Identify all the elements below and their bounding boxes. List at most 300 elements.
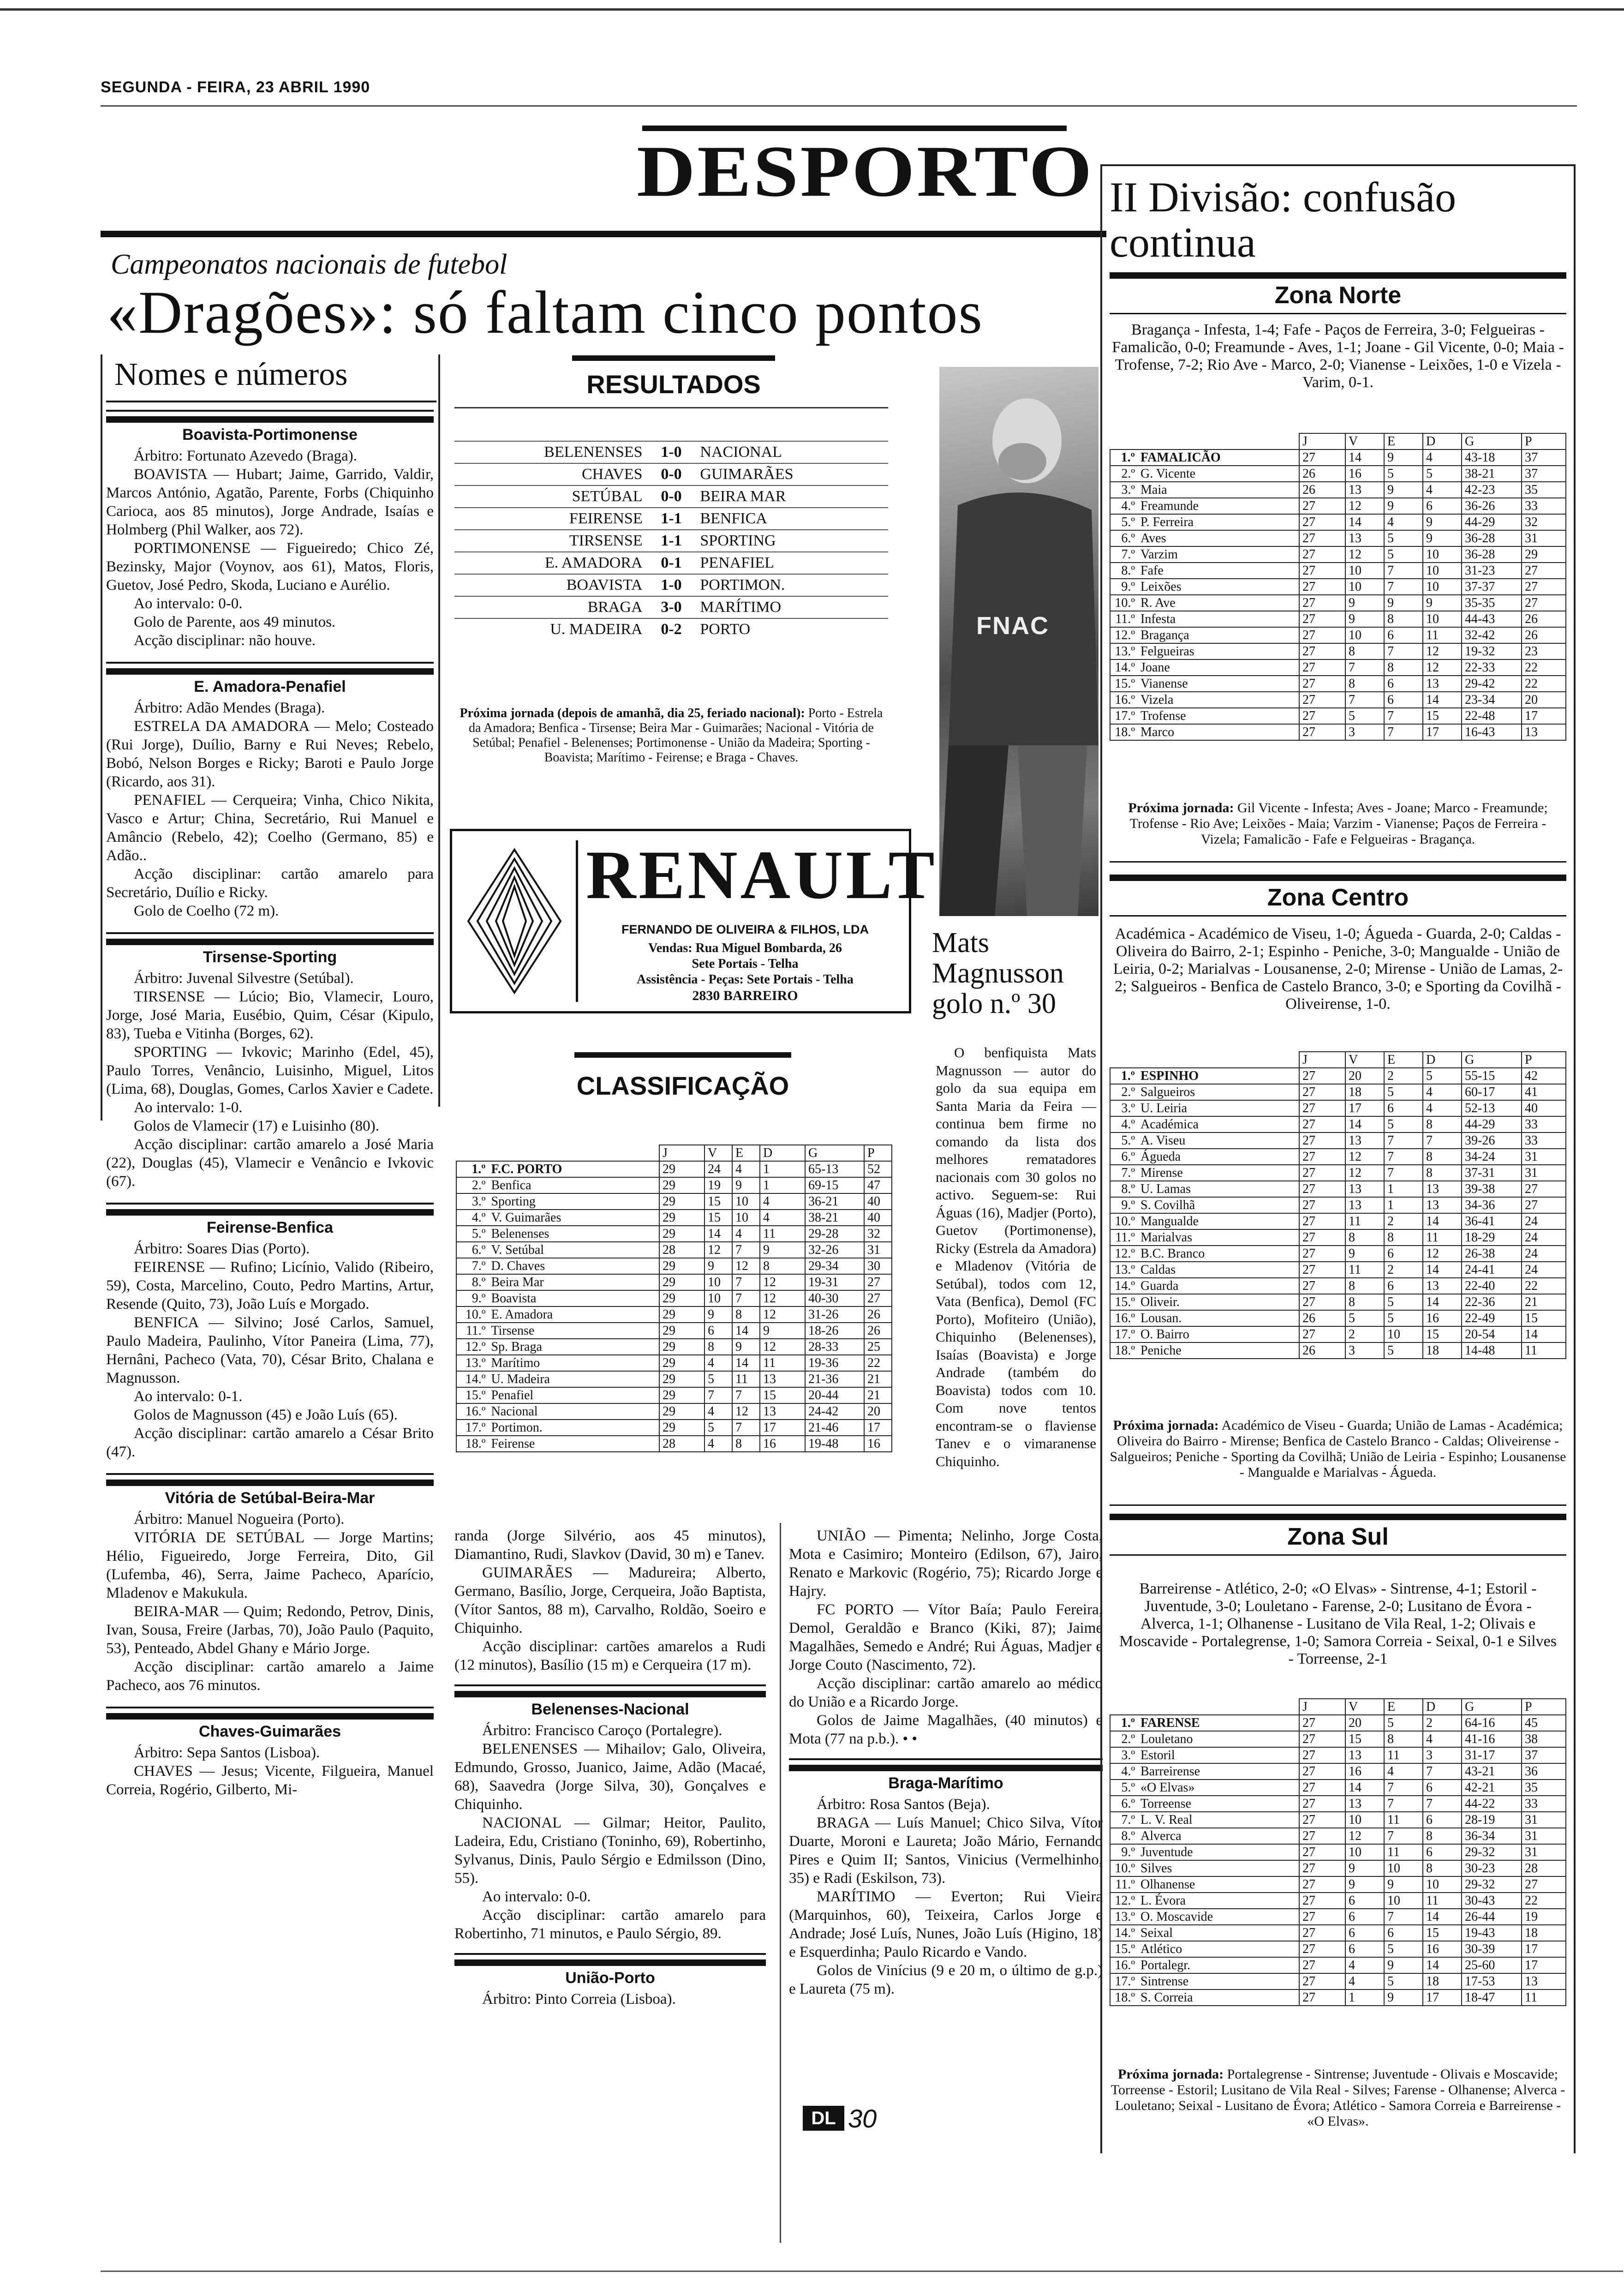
position: 9.º (1110, 1844, 1138, 1860)
zona-norte-results: Bragança - Infesta, 1-4; Fafe - Paços de Ferreira, 3-0; Felgueiras - Famalicão, 0-0; Freamunde - Aves, 1-1; Joane - Gil Vicente, 0-0; Maia - Trofense, 7-2; Rio Ave - Marco, 2-0; Vianense - Leixões, 1-0 e Vizela - Varim, 0-1. (1112, 321, 1564, 391)
stat-cell: 33 (1522, 1116, 1566, 1133)
stat-cell: 29-32 (1462, 1844, 1522, 1860)
stat-cell: 27 (1299, 579, 1345, 595)
stat-cell: 31-23 (1462, 563, 1522, 579)
stat-cell: 27 (1299, 1796, 1345, 1812)
home-team: E. AMADORA (454, 552, 645, 574)
stat-cell: 30-39 (1462, 1941, 1522, 1957)
standings-row (1110, 449, 1566, 466)
team-name: A. Viseu (1138, 1133, 1299, 1149)
stat-cell: 29 (659, 1387, 705, 1403)
team-name: Mangualde (1138, 1213, 1299, 1229)
stat-cell: 3 (1423, 1747, 1462, 1763)
stat-cell: 29 (1522, 546, 1566, 563)
stat-cell: 12 (1345, 1165, 1384, 1181)
team-name: Guarda (1138, 1278, 1299, 1294)
column-header: J (1299, 1699, 1345, 1715)
position: 7.º (1110, 1812, 1138, 1828)
stat-cell: 4 (1423, 1100, 1462, 1116)
stat-cell: 4 (760, 1210, 805, 1226)
standings-row (1110, 692, 1566, 708)
stat-cell: 69-15 (805, 1177, 864, 1193)
team-name: Atlético (1138, 1941, 1299, 1957)
stat-cell: 27 (1299, 1893, 1345, 1909)
team-name: Penafiel (488, 1387, 659, 1403)
column-header: J (1299, 433, 1345, 449)
game-line: Árbitro: Pinto Correia (Lisboa). (482, 1991, 676, 2007)
position: 18.º (1110, 1989, 1138, 2006)
zona-centro-results: Académica - Académico de Viseu, 1-0; Águeda - Guarda, 2-0; Caldas - Oliveira do Bairro, 2-1; Espinho - Peniche, 3-0; Mangualde - União de Leiria, 0-2; Marialvas - Lousanense, 2-0; Mirense - União de Lamas, 2-2; Salgueiros - Benfica de Castelo Branco, 3-0; e Sporting da Covilhã - Oliveirense, 1-0. (1113, 925, 1563, 1013)
stat-cell: 29 (659, 1161, 705, 1177)
game-line: FEIRENSE — Rufino; Licínio, Valido (Ribeiro, 59), Costa, Marcelino, Couto, Pedro Martins, Artur, Resende (Quito, 73), João Luís e Morgado. (106, 1259, 434, 1312)
standings-row (456, 1420, 892, 1436)
stat-cell: 27 (1299, 1715, 1345, 1731)
team-name: R. Ave (1138, 595, 1299, 611)
stat-cell: 7 (1384, 563, 1423, 579)
next-label: Próxima jornada: (1118, 2067, 1224, 2082)
stat-cell: 24-42 (805, 1403, 864, 1420)
position: 14.º (1110, 1278, 1138, 1294)
game-line: Acção disciplinar: cartão amarelo ao médico do União e a Ricardo Jorge. (789, 1675, 1103, 1710)
stat-cell: 7 (1384, 708, 1423, 724)
team-name: Sporting (488, 1193, 659, 1210)
stat-cell: 7 (1384, 1165, 1423, 1181)
stat-cell: 17 (760, 1420, 805, 1436)
stat-cell: 14 (1345, 1116, 1384, 1133)
position: 1.º (1110, 1715, 1138, 1731)
stat-cell: 27 (1299, 611, 1345, 627)
standings-row (1110, 1828, 1566, 1844)
stat-cell: 12 (760, 1306, 805, 1323)
stat-cell: 10 (705, 1274, 732, 1290)
standings-row (1110, 1181, 1566, 1197)
stat-cell: 12 (1345, 546, 1384, 563)
stat-cell: 14 (705, 1226, 732, 1242)
stat-cell: 29 (659, 1258, 705, 1274)
zona-norte-next (1110, 800, 1566, 847)
stat-cell: 6 (1345, 1893, 1384, 1909)
game-line: randa (Jorge Silvério, aos 45 minutos), Diamantino, Rudi, Slavkov (David, 30 m) e Tanev. (454, 1528, 766, 1563)
team-name: Joane (1138, 659, 1299, 676)
position: 7.º (1110, 546, 1138, 563)
standings-row (456, 1436, 892, 1452)
magnusson-text: O benfiquista Mats Magnusson — autor do golo da sua equipa em Santa Maria da Feira — continua bem firme no comando da lista dos melhores rematadores nacionais com 30 golos no activo. Seguem-se: Rui Águas (16), Madjer (Porto), Guetov (Portimonense), Ricky (Estrela da Amadora) e Mladenov (Vitória de Setúbal), todos com 12, Vata (Benfica), Demol (FC Porto), Mofiteiro (União), Chiquinho (Belenenses), Isaías (Boavista) e Jorge Andrade (também do Boavista) todos com 10. Com nove tentos encontram-se o flaviense Tanev e o vimaranense Chiquinho. (936, 1044, 1096, 1469)
position: 4.º (1110, 498, 1138, 514)
header-blank (1110, 433, 1299, 449)
stat-cell: 6 (1423, 498, 1462, 514)
game-line: Ao intervalo: 0-0. (134, 595, 243, 612)
stat-cell: 6 (1384, 1925, 1423, 1941)
stat-cell: 11 (1522, 1342, 1566, 1359)
stat-cell: 44-29 (1462, 514, 1522, 530)
game-line: Acção disciplinar: cartão amarelo a Jaime Pacheco, aos 76 minutos. (106, 1659, 434, 1694)
stat-cell: 31-26 (805, 1306, 864, 1323)
stat-cell: 17-53 (1462, 1973, 1522, 1989)
stat-cell: 42-21 (1462, 1780, 1522, 1796)
stat-cell: 41 (1522, 1084, 1566, 1100)
stat-cell: 27 (1299, 1326, 1345, 1342)
stat-cell: 5 (705, 1420, 732, 1436)
table-header-row (1110, 1052, 1566, 1068)
stat-cell: 16 (864, 1436, 892, 1452)
standings-row (456, 1210, 892, 1226)
stat-cell: 30-23 (1462, 1860, 1522, 1876)
stat-cell: 22 (1522, 1278, 1566, 1294)
team-name: Leixões (1138, 579, 1299, 595)
position: 4.º (1110, 1763, 1138, 1780)
stat-cell: 9 (1384, 498, 1423, 514)
stat-cell: 29 (659, 1193, 705, 1210)
stat-cell: 27 (1522, 595, 1566, 611)
stat-cell: 17 (1522, 1957, 1566, 1973)
stat-cell: 6 (1345, 1909, 1384, 1925)
stat-cell: 27 (1299, 595, 1345, 611)
position: 3.º (1110, 1100, 1138, 1116)
next-text: Gil Vicente - Infesta; Aves - Joane; Marco - Freamunde; Trofense - Rio Ave; Leixões - Maia; Varzim - Vianense; Paços de Ferreira - Vizela; Famalicão - Fafe e Felgueiras - Bragança. (1129, 800, 1548, 847)
team-name: Nacional (488, 1403, 659, 1420)
stat-cell: 11 (1423, 627, 1462, 643)
stat-cell: 7 (1345, 659, 1384, 676)
dealer-name: FERNANDO DE OLIVEIRA & FILHOS, LDA (621, 923, 869, 936)
zona-centro-title: Zona Centro (1110, 875, 1566, 917)
stat-cell: 24 (705, 1161, 732, 1177)
stat-cell: 33 (1522, 1796, 1566, 1812)
team-name: L. V. Real (1138, 1812, 1299, 1828)
column-header: P (1522, 1699, 1566, 1715)
position: 14.º (1110, 659, 1138, 676)
stat-cell: 8 (732, 1436, 760, 1452)
game-line: PORTIMONENSE — Figueiredo; Chico Zé, Bezinsky, Major (Voynov, aos 61), Matos, Floris, Guetov, José Pedro, Skoda, Luciano e Aurélio. (106, 540, 434, 593)
stat-cell: 6 (1423, 1812, 1462, 1828)
team-name: Estoril (1138, 1747, 1299, 1763)
stat-cell: 37-31 (1462, 1165, 1522, 1181)
game-line: BENFICA — Silvino; José Carlos, Samuel, Paulo Madeira, Paulinho, Vítor Paneira (Lima, 77), Hernâni, Pacheco (Vata, 70), César Brito, Chalana e Magnusson. (106, 1314, 434, 1386)
position: 6.º (456, 1242, 488, 1258)
stat-cell: 26 (864, 1323, 892, 1339)
standings-row (1110, 595, 1566, 611)
stat-cell: 4 (1423, 1731, 1462, 1747)
position: 1.º (1110, 449, 1138, 466)
standings-row (1110, 1909, 1566, 1925)
stat-cell: 14 (1423, 1909, 1462, 1925)
stat-cell: 27 (1522, 1181, 1566, 1197)
stat-cell: 29 (659, 1339, 705, 1355)
standings-row (456, 1242, 892, 1258)
team-name: S. Correia (1138, 1989, 1299, 2006)
stat-cell: 35 (1522, 1780, 1566, 1796)
stat-cell: 12 (1423, 643, 1462, 659)
position: 14.º (456, 1371, 488, 1387)
game-title: E. Amadora-Penafiel (106, 668, 434, 696)
standings-row (1110, 1925, 1566, 1941)
position: 12.º (1110, 1246, 1138, 1262)
team-name: F.C. PORTO (488, 1161, 659, 1177)
team-name: Freamunde (1138, 498, 1299, 514)
stat-cell: 4 (1423, 449, 1462, 466)
stat-cell: 9 (1345, 611, 1384, 627)
stat-cell: 4 (1423, 482, 1462, 498)
stat-cell: 7 (1384, 1796, 1423, 1812)
stat-cell: 43-18 (1462, 449, 1522, 466)
stat-cell: 41-16 (1462, 1731, 1522, 1747)
zona-sul-title: Zona Sul (1110, 1514, 1566, 1556)
team-name: Trofense (1138, 708, 1299, 724)
position: 6.º (1110, 530, 1138, 546)
stat-cell: 22-49 (1462, 1310, 1522, 1326)
stat-cell: 7 (1384, 1149, 1423, 1165)
stat-cell: 7 (1423, 1133, 1462, 1149)
column-header: V (1345, 1699, 1384, 1715)
zona-sul-table (1110, 1698, 1566, 2006)
position: 8.º (1110, 1828, 1138, 1844)
stat-cell: 43-21 (1462, 1763, 1522, 1780)
stat-cell: 18 (1423, 1342, 1462, 1359)
stat-cell: 12 (760, 1339, 805, 1355)
position: 15.º (1110, 676, 1138, 692)
position: 10.º (1110, 595, 1138, 611)
stat-cell: 4 (1345, 1957, 1384, 1973)
stat-cell: 25-60 (1462, 1957, 1522, 1973)
stat-cell: 33 (1522, 1133, 1566, 1149)
position: 11.º (1110, 1876, 1138, 1893)
stat-cell: 7 (1345, 692, 1384, 708)
position: 15.º (456, 1387, 488, 1403)
stat-cell: 29-34 (805, 1258, 864, 1274)
stat-cell: 11 (760, 1226, 805, 1242)
stat-cell: 1 (760, 1177, 805, 1193)
header-blank (456, 1145, 659, 1161)
standings-row (1110, 643, 1566, 659)
standings-row (456, 1193, 892, 1210)
stat-cell: 26 (1522, 611, 1566, 627)
next-text: Portalegrense - Sintrense; Juventude - Olivais e Moscavide; Torreense - Estoril; Lusitano de Vila Real - Silves; Farense - Olhanense; Alverca - Louletano; Seixal - Lusitano de Évora; Atlético - Samora Correia e Barreirense - «O Elvas». (1111, 2067, 1565, 2129)
stat-cell: 39-38 (1462, 1181, 1522, 1197)
team-name: S. Covilhã (1138, 1197, 1299, 1213)
result-row (454, 485, 888, 508)
stat-cell: 9 (1384, 482, 1423, 498)
game-line: BELENENSES — Mihailov; Galo, Oliveira, Edmundo, Grosso, Juanico, Jaime, Adão (Macaé, 68), Saavedra (Jorge Silva, 30), Gonçalves e Chiquinho. (454, 1741, 766, 1813)
photo-caption: Mats Magnusson golo n.º 30 (932, 927, 1064, 1019)
stat-cell: 15 (705, 1210, 732, 1226)
stat-cell: 27 (1299, 1957, 1345, 1973)
team-name: Louletano (1138, 1731, 1299, 1747)
stat-cell: 17 (1345, 1100, 1384, 1116)
standings-row (1110, 1973, 1566, 1989)
game-line: Ao intervalo: 0-0. (482, 1888, 591, 1905)
stat-cell: 13 (1345, 530, 1384, 546)
column-header: P (864, 1145, 892, 1161)
stat-cell: 9 (732, 1177, 760, 1193)
position: 1.º (456, 1161, 488, 1177)
position: 7.º (1110, 1165, 1138, 1181)
game-line: BRAGA — Luís Manuel; Chico Silva, Vítor Duarte, Moroni e Laureta; João Mário, Fernando Pires e Quim II; Santos, Vinicius (Vermelhinho, 35) e Radi (Eskilson, 73). (789, 1815, 1103, 1887)
stat-cell: 14 (732, 1355, 760, 1371)
column-header: J (1299, 1052, 1345, 1068)
score: 1-0 (645, 574, 698, 596)
stat-cell: 7 (705, 1387, 732, 1403)
stat-cell: 47 (864, 1177, 892, 1193)
stat-cell: 31 (1522, 1828, 1566, 1844)
stat-cell: 10 (732, 1210, 760, 1226)
stat-cell: 21 (1522, 1294, 1566, 1310)
stat-cell: 5 (1384, 1715, 1423, 1731)
stat-cell: 13 (1345, 482, 1384, 498)
team-name: Peniche (1138, 1342, 1299, 1359)
team-name: Tirsense (488, 1323, 659, 1339)
stat-cell: 29 (659, 1403, 705, 1420)
position: 15.º (1110, 1941, 1138, 1957)
position: 9.º (1110, 1197, 1138, 1213)
game-line: BEIRA-MAR — Quim; Redondo, Petrov, Dinis, Ivan, Sousa, Freire (Jarbas, 70), João Paulo (Paquito, 53), Penteado, Abdel Ghany e Mário Jorge. (106, 1603, 434, 1657)
stat-cell: 11 (1522, 1989, 1566, 2006)
stat-cell: 32 (864, 1226, 892, 1242)
position: 6.º (1110, 1149, 1138, 1165)
stat-cell: 27 (1299, 1133, 1345, 1149)
stat-cell: 34-24 (1462, 1149, 1522, 1165)
stat-cell: 38-21 (1462, 466, 1522, 482)
score: 0-1 (645, 552, 698, 574)
stat-cell: 5 (1384, 1973, 1423, 1989)
stat-cell: 27 (1299, 708, 1345, 724)
stat-cell: 8 (1423, 1149, 1462, 1165)
stat-cell: 14 (1423, 1957, 1462, 1973)
position: 11.º (456, 1323, 488, 1339)
stat-cell: 14 (1423, 1262, 1462, 1278)
stat-cell: 8 (1345, 1229, 1384, 1246)
standings-row (1110, 1844, 1566, 1860)
stat-cell: 55-15 (1462, 1068, 1522, 1084)
stat-cell: 37 (1522, 449, 1566, 466)
team-name: FAMALICÃO (1138, 449, 1299, 466)
stat-cell: 12 (1423, 1246, 1462, 1262)
stat-cell: 14 (1423, 692, 1462, 708)
stat-cell: 12 (1345, 498, 1384, 514)
stat-cell: 9 (1384, 449, 1423, 466)
stat-cell: 8 (732, 1306, 760, 1323)
stat-cell: 7 (732, 1290, 760, 1306)
stat-cell: 27 (1299, 1941, 1345, 1957)
away-team: BENFICA (697, 508, 888, 530)
standings-row (1110, 1941, 1566, 1957)
home-team: BOAVISTA (454, 574, 645, 596)
column-header: D (760, 1145, 805, 1161)
stat-cell: 22 (1522, 659, 1566, 676)
position: 17.º (1110, 708, 1138, 724)
position: 3.º (456, 1193, 488, 1210)
game-line: FC PORTO — Vítor Baía; Paulo Fereira, Demol, Geraldão e Branco (Kiki, 87); Jaime Magalhães, Semedo e André; Rui Águas, Madjer e Jorge Couto (Nascimento, 72). (789, 1601, 1103, 1673)
game-line: CHAVES — Jesus; Vicente, Filgueira, Manuel Correia, Rogério, Gilberto, Mi- (106, 1763, 434, 1798)
stat-cell: 13 (1423, 676, 1462, 692)
result-row (454, 463, 888, 485)
stat-cell: 22 (1522, 1893, 1566, 1909)
team-name: B.C. Branco (1138, 1246, 1299, 1262)
stat-cell: 27 (1299, 498, 1345, 514)
stat-cell: 16 (1423, 1310, 1462, 1326)
stat-cell: 36-34 (1462, 1828, 1522, 1844)
stat-cell: 27 (1299, 1876, 1345, 1893)
column-header: G (805, 1145, 864, 1161)
stat-cell: 27 (1299, 1294, 1345, 1310)
stat-cell: 31 (1522, 1149, 1566, 1165)
column-header: E (732, 1145, 760, 1161)
stat-cell: 26 (864, 1306, 892, 1323)
stat-cell: 27 (1299, 1149, 1345, 1165)
stat-cell: 15 (760, 1387, 805, 1403)
game-line: Acção disciplinar: cartão amarelo para Secretário, Duílio e Ricky. (106, 866, 434, 901)
away-team: MARÍTIMO (697, 596, 888, 618)
away-team: SPORTING (697, 530, 888, 552)
stat-cell: 38 (1522, 1731, 1566, 1747)
stat-cell: 29-42 (1462, 676, 1522, 692)
next-text: Porto - Estrela da Amadora; Benfica - Tirsense; Beira Mar - Guimarães; Nacional - Vitória de Setúbal; Penafiel - Belenenses; Portimonense - União da Madeira; Sporting - Boavista; Marítimo - Feirense; e Braga - Chaves. (469, 706, 883, 765)
standings-row (456, 1306, 892, 1323)
position: 6.º (1110, 1796, 1138, 1812)
stat-cell: 26-38 (1462, 1246, 1522, 1262)
stat-cell: 6 (705, 1323, 732, 1339)
stat-cell: 44-29 (1462, 1116, 1522, 1133)
stat-cell: 29 (659, 1177, 705, 1193)
team-name: D. Chaves (488, 1258, 659, 1274)
stat-cell: 30-43 (1462, 1893, 1522, 1909)
stat-cell: 37 (1522, 1747, 1566, 1763)
away-team: NACIONAL (697, 441, 888, 463)
standings-row (1110, 1310, 1566, 1326)
stat-cell: 13 (1345, 1181, 1384, 1197)
stat-cell: 27 (1299, 1246, 1345, 1262)
stat-cell: 19 (705, 1177, 732, 1193)
stat-cell: 18-26 (805, 1323, 864, 1339)
stat-cell: 23 (1522, 643, 1566, 659)
team-name: Académica (1138, 1116, 1299, 1133)
team-name: Torreense (1138, 1796, 1299, 1812)
game-line: Árbitro: Francisco Caroço (Portalegre). (482, 1722, 722, 1739)
stat-cell: 18-29 (1462, 1229, 1522, 1246)
stat-cell: 42-23 (1462, 482, 1522, 498)
stat-cell: 4 (1384, 514, 1423, 530)
team-name: P. Ferreira (1138, 514, 1299, 530)
result-row (454, 618, 888, 640)
stat-cell: 27 (1522, 1197, 1566, 1213)
stat-cell: 10 (1384, 1326, 1423, 1342)
zona-norte-table (1110, 433, 1566, 741)
stat-cell: 9 (1423, 595, 1462, 611)
stat-cell: 19-31 (805, 1274, 864, 1290)
stat-cell: 2 (1384, 1068, 1423, 1084)
stat-cell: 26 (1299, 1310, 1345, 1326)
score: 3-0 (645, 596, 698, 618)
stat-cell: 29 (659, 1371, 705, 1387)
stat-cell: 27 (1299, 1844, 1345, 1860)
stat-cell: 14 (1522, 1326, 1566, 1342)
game-line: Árbitro: Adão Mendes (Braga). (134, 700, 325, 716)
standings-row (456, 1355, 892, 1371)
game-line: ESTRELA DA AMADORA — Melo; Costeado (Rui Jorge), Duílio, Barny e Rui Neves; Rebelo, Bobó, Nelson Borges e Ricky; Baroti e Paulo Jorge (Ricardo, aos 31). (106, 718, 434, 790)
publication-logo: DL (803, 2106, 844, 2131)
stat-cell: 27 (1299, 546, 1345, 563)
team-name: Marítimo (488, 1355, 659, 1371)
standings-row (1110, 482, 1566, 498)
stat-cell: 5 (1384, 530, 1423, 546)
standings-row (1110, 1957, 1566, 1973)
stat-cell: 8 (1423, 1165, 1462, 1181)
stat-cell: 8 (1345, 1294, 1384, 1310)
stat-cell: 35 (1522, 482, 1566, 498)
stat-cell: 22-33 (1462, 659, 1522, 676)
stat-cell: 20 (1522, 692, 1566, 708)
position: 3.º (1110, 1747, 1138, 1763)
stat-cell: 17 (1522, 1941, 1566, 1957)
stat-cell: 14 (1345, 514, 1384, 530)
